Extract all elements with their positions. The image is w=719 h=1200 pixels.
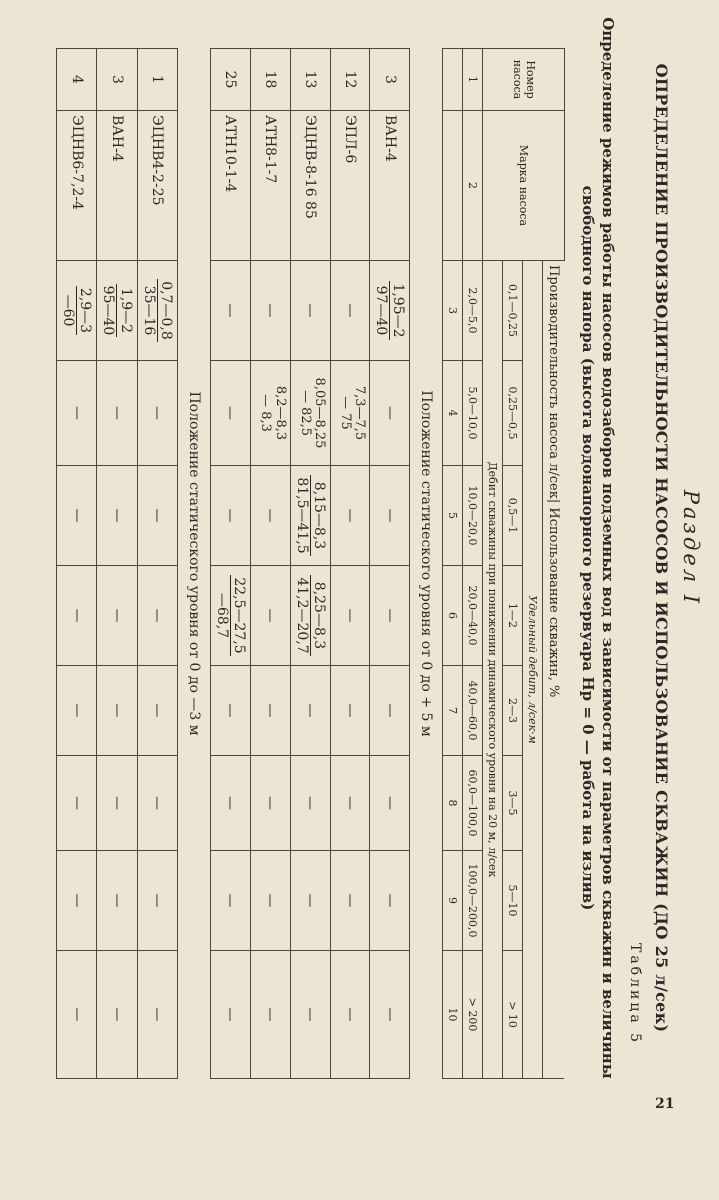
pump-brand: ЭЦНВ-8-16 85: [290, 111, 330, 261]
cell-col-5: —: [97, 466, 137, 566]
pump-number: 25: [210, 49, 250, 111]
header-col-7: 7: [443, 666, 463, 756]
header-col-10: 10: [443, 951, 463, 1079]
header-col-4: 4: [443, 361, 463, 466]
cell-col-3: [97, 261, 137, 361]
cell-col-6: —: [370, 566, 410, 666]
cell-col-7: —: [210, 666, 250, 756]
cell-col-9: —: [370, 851, 410, 951]
fraction-numerator: 0,7—0,8: [157, 281, 174, 340]
stacked-value: 8,2—8,3: [272, 385, 288, 441]
cell-col-6: —: [57, 566, 97, 666]
flow-range-2: 5,0—10,0: [463, 361, 483, 466]
cell-col-10: —: [290, 951, 330, 1079]
header-pump-brand: Марка насоса: [483, 111, 565, 261]
cell-col-10: —: [330, 951, 370, 1079]
cell-col-9: —: [57, 851, 97, 951]
header-flow-note: Дебит скважины при понижении динамического уровня на 20 м, л/сек: [483, 261, 503, 1079]
cell-col-6: —: [97, 566, 137, 666]
cell-col-4: —: [137, 361, 177, 466]
cell-col-10: —: [210, 951, 250, 1079]
fraction-value: [100, 284, 133, 338]
table-row: [370, 49, 410, 1079]
cell-col-4: [250, 361, 290, 466]
cell-col-3: —: [210, 261, 250, 361]
cell-col-7: —: [250, 666, 290, 756]
header-col-3: 3: [443, 261, 463, 361]
pump-brand: ЭЦНВ6-7,2-4: [57, 111, 97, 261]
stacked-values: [258, 383, 287, 443]
header-col-1: 1: [463, 49, 483, 111]
header-col-5: 5: [443, 466, 463, 566]
yield-range-1: 0,1—0,25: [503, 261, 523, 361]
stacked-value: 8,05—8,25: [312, 377, 328, 449]
cell-col-5: —: [330, 466, 370, 566]
header-col-2: 2: [463, 111, 483, 261]
table-row: [57, 49, 97, 1079]
cell-col-9: —: [137, 851, 177, 951]
cell-col-5: [290, 466, 330, 566]
header-productivity: Производительность насоса л/сек| Использование скважин, %: [543, 261, 565, 1079]
pump-number: 13: [290, 49, 330, 111]
cell-col-3: [137, 261, 177, 361]
section-title: ОПРЕДЕЛЕНИЕ ПРОИЗВОДИТЕЛЬНОСТИ НАСОСОВ И ИСПОЛЬЗОВАНИЕ СКВАЖИН (ДО 25 л/сек): [652, 63, 671, 1033]
header-specific-yield: Удельный дебит, л/сек·м: [523, 261, 543, 1079]
yield-range-6: 3—5: [503, 756, 523, 851]
fraction-denominator: 35—16: [140, 285, 157, 336]
stacked-values: [338, 383, 367, 443]
rotated-content: [60, 8, 705, 1088]
flow-range-8: > 200: [463, 951, 483, 1079]
cell-col-8: —: [250, 756, 290, 851]
cell-col-6: [210, 566, 250, 666]
cell-col-9: —: [330, 851, 370, 951]
cell-col-7: —: [97, 666, 137, 756]
pump-brand: ВАН-4: [97, 111, 137, 261]
flow-range-6: 60,0—100,0: [463, 756, 483, 851]
cell-col-7: —: [57, 666, 97, 756]
cell-col-5: —: [250, 466, 290, 566]
fraction-numerator: 8,25—8,3: [310, 575, 327, 655]
header-pump-no: Номер насоса: [483, 49, 565, 111]
pump-brand: АТН8-1-7: [250, 111, 290, 261]
pump-number: 4: [57, 49, 97, 111]
static-level-label: Положение статического уровня от 0 до + 5 м: [410, 49, 443, 1079]
cell-col-5: —: [210, 466, 250, 566]
fraction-denominator: —60: [60, 294, 77, 327]
static-level-label: Положение статического уровня от 0 до —3 м: [177, 49, 210, 1079]
pump-brand: ВАН-4: [370, 111, 410, 261]
cell-col-10: —: [137, 951, 177, 1079]
cell-col-10: —: [57, 951, 97, 1079]
fraction-value: [141, 279, 174, 342]
cell-col-8: —: [210, 756, 250, 851]
fraction-denominator: 41,2—20,7: [293, 577, 310, 654]
cell-col-3: [370, 261, 410, 361]
page-number: 21: [655, 1096, 675, 1112]
stacked-value: — 82,5: [298, 389, 314, 437]
cell-col-9: —: [250, 851, 290, 951]
yield-range-5: 2—3: [503, 666, 523, 756]
pump-brand: ЭПЛ-6: [330, 111, 370, 261]
fraction-value: [373, 281, 406, 339]
flow-range-1: 2,0—5,0: [463, 261, 483, 361]
stacked-values: [298, 375, 327, 452]
fraction-value: [294, 575, 327, 655]
fraction-denominator: 97—40: [373, 285, 390, 336]
stacked-value: 7,3—7,5: [352, 385, 368, 441]
cell-col-8: —: [57, 756, 97, 851]
pump-number: 18: [250, 49, 290, 111]
cell-col-7: —: [137, 666, 177, 756]
cell-col-9: —: [210, 851, 250, 951]
fraction-numerator: 22,5—27,5: [230, 577, 247, 654]
cell-col-6: —: [250, 566, 290, 666]
cell-col-4: —: [210, 361, 250, 466]
table-row: [330, 49, 370, 1079]
table-row: [137, 49, 177, 1079]
cell-col-4: —: [370, 361, 410, 466]
cell-col-3: [57, 261, 97, 361]
cell-col-8: —: [290, 756, 330, 851]
header-col-6: 6: [443, 566, 463, 666]
pump-number: 1: [137, 49, 177, 111]
cell-col-3: —: [330, 261, 370, 361]
pump-number: 12: [330, 49, 370, 111]
fraction-denominator: —68,7: [213, 592, 230, 639]
flow-range-3: 10,0—20,0: [463, 466, 483, 566]
table-body: [57, 49, 443, 1079]
yield-range-4: 1—2: [503, 566, 523, 666]
cell-col-5: —: [137, 466, 177, 566]
stacked-value: — 75: [338, 396, 354, 430]
cell-col-7: —: [330, 666, 370, 756]
cell-col-5: —: [370, 466, 410, 566]
table-row: [290, 49, 330, 1079]
pump-brand: АТН10-1-4: [210, 111, 250, 261]
cell-col-6: [290, 566, 330, 666]
fraction-value: [60, 286, 93, 335]
stacked-value: — 8,3: [258, 394, 274, 432]
cell-col-5: —: [57, 466, 97, 566]
yield-range-2: 0,25—0,5: [503, 361, 523, 466]
cell-col-7: —: [290, 666, 330, 756]
pump-brand: ЭЦНВ4-2-25: [137, 111, 177, 261]
fraction-denominator: 81,5—41,5: [293, 477, 310, 554]
yield-range-8: > 10: [503, 951, 523, 1079]
cell-col-6: —: [137, 566, 177, 666]
fraction-numerator: 1,9—2: [116, 284, 133, 338]
fraction-denominator: 95—40: [100, 285, 117, 336]
cell-col-8: —: [137, 756, 177, 851]
table-row: [97, 49, 137, 1079]
table-label: Таблица 5: [627, 943, 643, 1046]
cell-col-10: —: [97, 951, 137, 1079]
cell-col-4: [290, 361, 330, 466]
cell-col-8: —: [97, 756, 137, 851]
flow-range-5: 40,0—60,0: [463, 666, 483, 756]
fraction-numerator: 8,15—8,3: [310, 475, 327, 555]
header-col-9: 9: [443, 851, 463, 951]
cell-col-8: —: [330, 756, 370, 851]
header-col-8: 8: [443, 756, 463, 851]
fraction-value: [214, 575, 247, 655]
cell-col-4: —: [97, 361, 137, 466]
cell-col-10: —: [250, 951, 290, 1079]
cell-col-3: —: [250, 261, 290, 361]
cell-col-3: —: [290, 261, 330, 361]
fraction-numerator: 1,95—2: [390, 283, 407, 338]
cell-col-9: —: [97, 851, 137, 951]
cell-col-9: —: [290, 851, 330, 951]
cell-col-10: —: [370, 951, 410, 1079]
cell-col-4: —: [57, 361, 97, 466]
pump-number: 3: [370, 49, 410, 111]
pump-number: 3: [97, 49, 137, 111]
flow-range-7: 100,0—200,0: [463, 851, 483, 951]
section-heading: Раздел I: [679, 489, 703, 607]
cell-col-6: —: [330, 566, 370, 666]
table-row: [210, 49, 250, 1079]
yield-range-7: 5—10: [503, 851, 523, 951]
fraction-value: [294, 475, 327, 555]
yield-range-3: 0,5—1: [503, 466, 523, 566]
cell-col-8: —: [370, 756, 410, 851]
table-description-line-2: свободного напора (высота водонапорного резервуара Нр = 0 — работа на излив): [579, 185, 597, 911]
table-description-line-1: Определение режимов работы насосов водозаборов подземных вод в зависимости от параметров скважин и величины: [599, 17, 617, 1079]
pump-mode-table: [56, 48, 565, 1079]
cell-col-4: [330, 361, 370, 466]
fraction-numerator: 2,9—3: [77, 287, 94, 334]
flow-range-4: 20,0—40,0: [463, 566, 483, 666]
cell-col-7: —: [370, 666, 410, 756]
table-row: [250, 49, 290, 1079]
